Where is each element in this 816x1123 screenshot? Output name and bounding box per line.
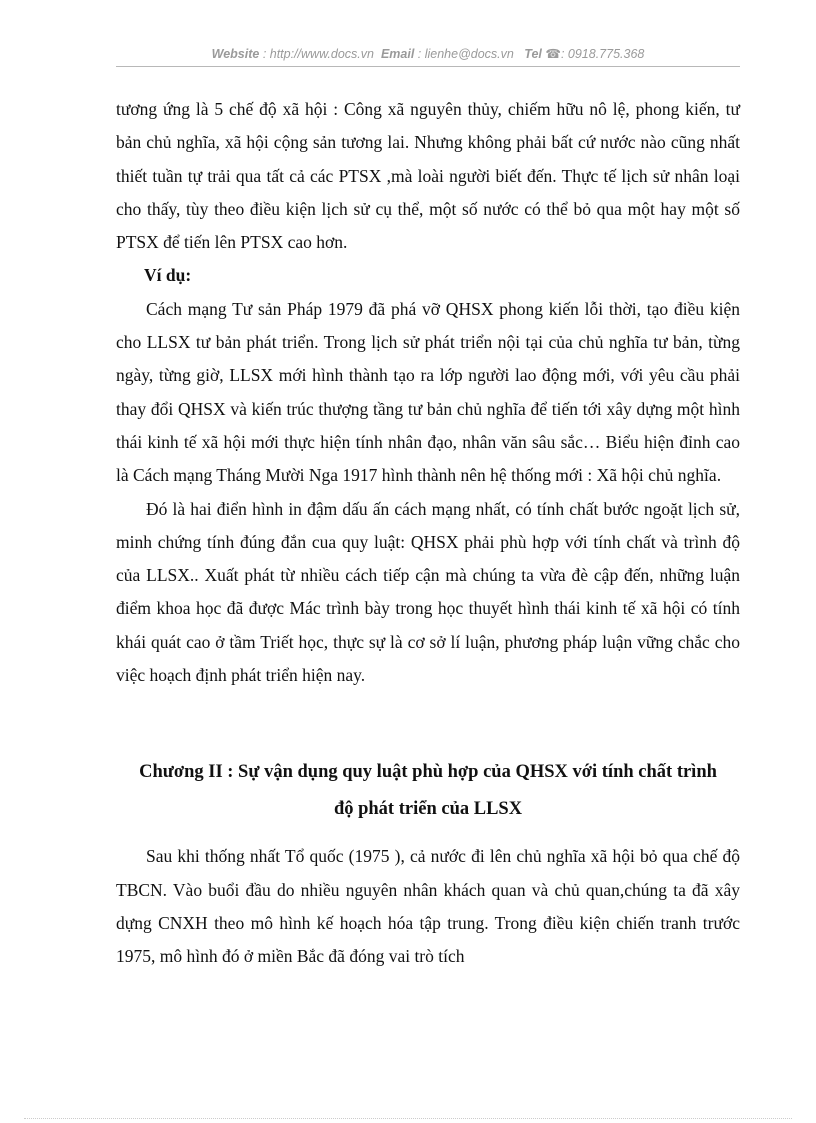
document-body xyxy=(116,93,740,974)
header-divider xyxy=(116,66,740,67)
website-label: Website xyxy=(211,47,260,61)
chapter-heading: Chương II : Sự vận dụng quy luật phù hợp của QHSX với tính chất trình độ phát triển của LLSX xyxy=(139,762,717,820)
tel-number: : 0918.775.368 xyxy=(560,47,645,61)
paragraph-1: tương ứng là 5 chế độ xã hội : Công xã nguyên thủy, chiếm hữu nô lệ, phong kiến, tư bản chủ nghĩa, xã hội cộng sản tương lai. Nhưng không phải bất cứ nước nào cũng nhất thiết tuần tự trải qua tất cả các PTSX ,mà loài người biết đến. Thực tế lịch sử nhân loại cho thấy, tùy theo điều kiện lịch sử cụ thể, một số nước có thể bỏ qua một hay một số PTSX để tiến lên PTSX cao hơn. xyxy=(116,99,740,253)
tel-label: Tel xyxy=(524,47,542,61)
website-url: : http://www.docs.vn xyxy=(262,47,374,61)
paragraph-2: Cách mạng Tư sản Pháp 1979 đã phá vỡ QHSX phong kiến lỗi thời, tạo điều kiện cho LLSX tư bản phát triển. Trong lịch sử phát triển nội tại của chủ nghĩa tư bản, từng ngày, từng giờ, LLSX mới hình thành tạo ra lớp người lao động mới, với yêu cầu phải thay đổi QHSX và kiến trúc thượng tầng tư bản chủ nghĩa để tiến tới xây dựng một hình thái kinh tế xã hội mới thực hiện tính nhân đạo, nhân văn sâu sắc… Biểu hiện đỉnh cao là Cách mạng Tháng Mười Nga 1917 hình thành nên hệ thống mới : Xã hội chủ nghĩa. xyxy=(116,298,740,486)
example-label: Ví dụ: xyxy=(144,265,192,286)
footer-divider xyxy=(24,1118,792,1119)
page-header xyxy=(116,46,740,61)
paragraph-4: Sau khi thống nhất Tổ quốc (1975 ), cả nước đi lên chủ nghĩa xã hội bỏ qua chế độ TBCN. Vào buổi đầu do nhiều nguyên nhân khách quan và chủ quan,chúng ta đã xây dựng CNXH theo mô hình kế hoạch hóa tập trung. Trong điều kiện chiến tranh trước 1975, mô hình đó ở miền Bắc đã đóng vai trò tích xyxy=(116,846,740,967)
phone-icon: ☎ xyxy=(545,47,561,61)
email-label: Email xyxy=(380,47,415,61)
paragraph-3: Đó là hai điển hình in đậm dấu ấn cách mạng nhất, có tính chất bước ngoặt lịch sử, minh chứng tính đúng đắn cua quy luật: QHSX phải phù hợp với tính chất và trình độ của LLSX.. Xuất phát từ nhiều cách tiếp cận mà chúng ta vừa đè cập đến, những luận điểm khoa học đã được Mác trình bày trong học thuyết hình thái kinh tế xã hội có tính khái quát cao ở tầm Triết học, thực sự là cơ sở lí luận, phương pháp luận vững chắc cho việc hoạch định phát triển hiện nay. xyxy=(116,498,740,686)
email-address: : lienhe@docs.vn xyxy=(417,47,514,61)
